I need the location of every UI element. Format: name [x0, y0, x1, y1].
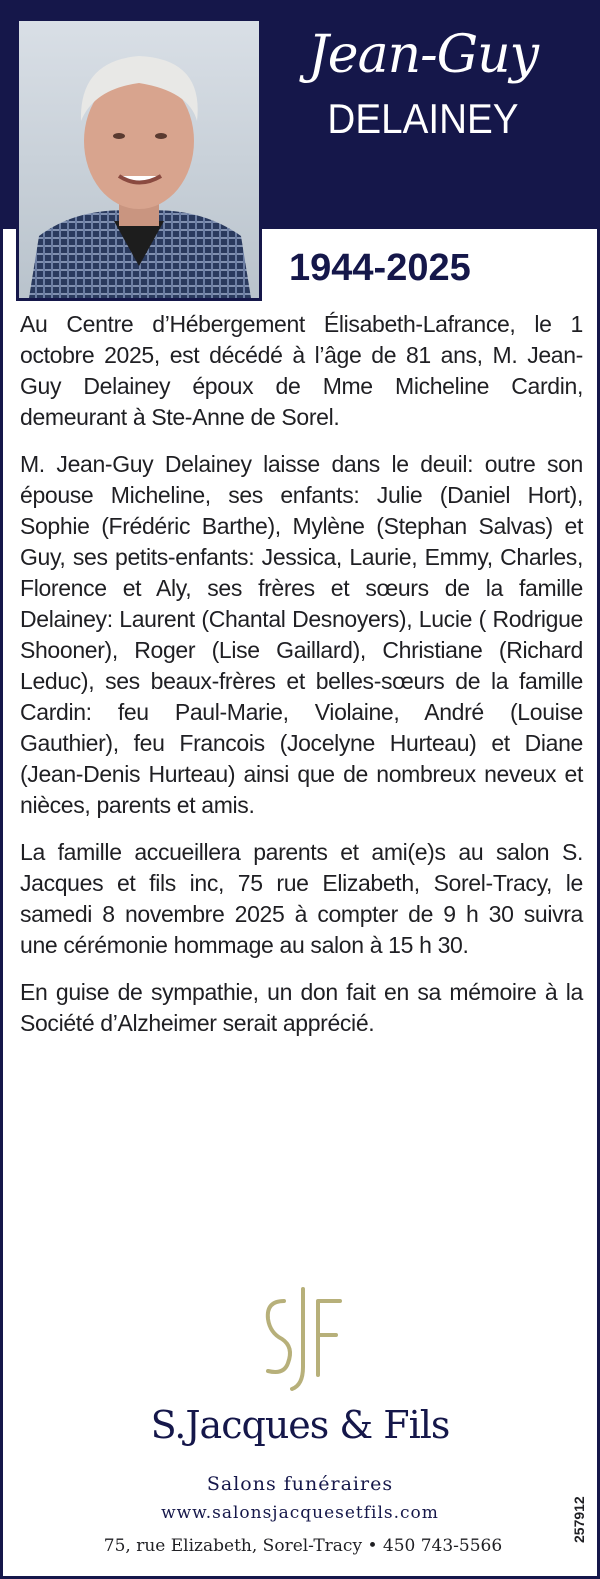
portrait-image: [19, 21, 259, 298]
ad-reference-number: 257912: [571, 1496, 587, 1543]
paragraph-donations: En guise de sympathie, un don fait en sa mémoire à la Société d’Alzheimer serait apprécié.: [20, 979, 583, 1036]
funeral-home-name: S.Jacques & Fils: [150, 1403, 450, 1447]
funeral-home-tagline: Salons funéraires: [206, 1473, 394, 1495]
paragraph-visitation: La famille accueillera parents et ami(e)s au salon S. Jacques et fils inc, 75 rue Elizabeth, Sorel-Tracy, le samedi 8 novembre 2025 à compter de 9 h 30 suivra une cérémonie hommage au salon à 15 h 30.: [20, 839, 583, 958]
funeral-home-address: 75, rue Elizabeth, Sorel-Tracy • 450 743-5566: [103, 1536, 503, 1556]
life-years: 1944-2025: [289, 247, 471, 289]
paragraph-survivors: M. Jean-Guy Delainey laisse dans le deuil: outre son épouse Micheline, ses enfants: Julie (Daniel Hort), Sophie (Frédéric Barthe), Mylène (Stephan Salvas) et Guy, ses petits-enfants: Jessica, Laurie, Emmy, Charles, Florence et Aly, ses frères et sœurs de la famille Delainey: Laurent (Chantal Desnoyers), Lucie ( Rodrigue Shooner), Roger (Lise Gaillard), Christiane (Richard Leduc), ses beaux-frères et belles-sœurs de la famille Cardin: feu Paul-Marie, Violaine, André (Louise Gauthier), feu Francois (Jocelyne Hurteau) et Diane (Jean-Denis Hurteau) ainsi que de nombreux neveux et nièces, parents et amis.: [20, 451, 583, 818]
portrait-photo: [16, 18, 262, 301]
last-name: DELAINEY: [327, 95, 519, 142]
obituary-body: [20, 309, 583, 1055]
first-name: Jean-Guy: [307, 25, 539, 85]
paragraph-death-notice: Au Centre d’Hébergement Élisabeth-Lafrance, le 1 octobre 2025, est décédé à l’âge de 81 ans, M. Jean-Guy Delainey époux de Mme Micheline Cardin, demeurant à Ste-Anne de Sorel.: [20, 311, 583, 430]
sjf-monogram-icon: [258, 1285, 348, 1393]
funeral-home-website[interactable]: www.salonsjacquesetfils.com: [161, 1503, 439, 1523]
